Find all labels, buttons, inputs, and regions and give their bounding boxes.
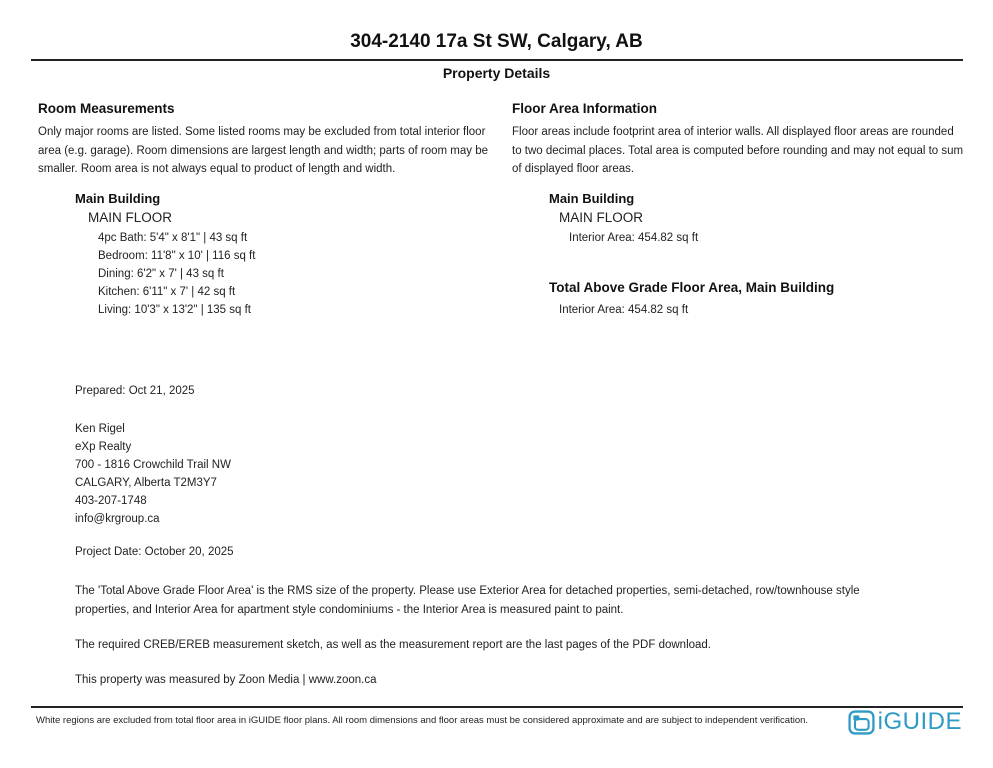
rms-note: The 'Total Above Grade Floor Area' is the RMS size of the property. Please use Exterior Area for detached properties, semi-detached, row/townhouse style properties, and Interior Area for apartment style condominiums - the Interior Area is measured paint to paint. xyxy=(75,585,860,616)
building-name: Main Building xyxy=(75,191,161,206)
room-measurements-section xyxy=(38,101,494,179)
iguide-camera-icon xyxy=(848,710,875,735)
room-measurements-description: Only major rooms are listed. Some listed rooms may be excluded from total interior floor area (e.g. garage). Room dimensions are largest length and width; parts of room may be smaller. Room area is not always equal to product of length and width. xyxy=(38,126,489,175)
room-measurements-heading: Room Measurements xyxy=(38,101,175,116)
floor-area-description: Floor areas include footprint area of interior walls. All displayed floor areas are rounded to two decimal places. Total area is computed before rounding and may not equal to sum of displayed floor areas. xyxy=(512,126,964,175)
project-date: Project Date: October 20, 2025 xyxy=(75,546,234,558)
building-name: Main Building xyxy=(549,191,635,206)
prepared-date: Prepared: Oct 21, 2025 xyxy=(75,385,195,397)
floor-name: MAIN FLOOR xyxy=(88,210,173,225)
iguide-logo-text: iGUIDE xyxy=(877,708,962,735)
floor-area-heading: Floor Area Information xyxy=(512,101,658,116)
agent-phone: 403-207-1748 xyxy=(75,495,147,507)
measured-by-note: This property was measured by Zoon Media | www.zoon.ca xyxy=(75,674,377,686)
room-item: Kitchen: 6'11" x 7' | 42 sq ft xyxy=(98,286,236,298)
agent-contact-block xyxy=(75,420,231,528)
room-item: 4pc Bath: 5'4" x 8'1" | 43 sq ft xyxy=(98,232,248,244)
room-list xyxy=(98,229,255,319)
agent-company: eXp Realty xyxy=(75,441,132,453)
floor-area-section xyxy=(512,101,964,179)
agent-address-line: 700 - 1816 Crowchild Trail NW xyxy=(75,459,231,471)
page-subtitle: Property Details xyxy=(442,65,551,81)
room-measurements-building xyxy=(75,191,255,319)
floor-name: MAIN FLOOR xyxy=(559,210,644,225)
agent-email: info@krgroup.ca xyxy=(75,513,160,525)
room-item: Dining: 6'2" x 7' | 43 sq ft xyxy=(98,268,224,280)
total-floor-area-block xyxy=(549,280,834,319)
total-interior-area-value: Interior Area: 454.82 sq ft xyxy=(559,304,689,316)
title-divider xyxy=(31,59,963,61)
floor-area-building xyxy=(549,191,698,247)
creb-note: The required CREB/EREB measurement sketch, as well as the measurement report are the last pages of the PDF download. xyxy=(75,639,712,651)
room-item: Living: 10'3" x 13'2" | 135 sq ft xyxy=(98,304,251,316)
footer-divider xyxy=(31,706,963,708)
page-title: 304-2140 17a St SW, Calgary, AB xyxy=(350,31,643,52)
footer-disclaimer: White regions are excluded from total floor area in iGUIDE floor plans. All room dimensions and floor areas must be considered approximate and are subject to independent verification. xyxy=(36,715,809,726)
total-floor-area-heading: Total Above Grade Floor Area, Main Building xyxy=(549,280,835,295)
agent-name: Ken Rigel xyxy=(75,423,125,435)
iguide-logo xyxy=(848,708,962,736)
agent-city-line: CALGARY, Alberta T2M3Y7 xyxy=(75,477,217,489)
room-item: Bedroom: 11'8" x 10' | 116 sq ft xyxy=(98,250,256,262)
interior-area-value: Interior Area: 454.82 sq ft xyxy=(569,232,699,244)
